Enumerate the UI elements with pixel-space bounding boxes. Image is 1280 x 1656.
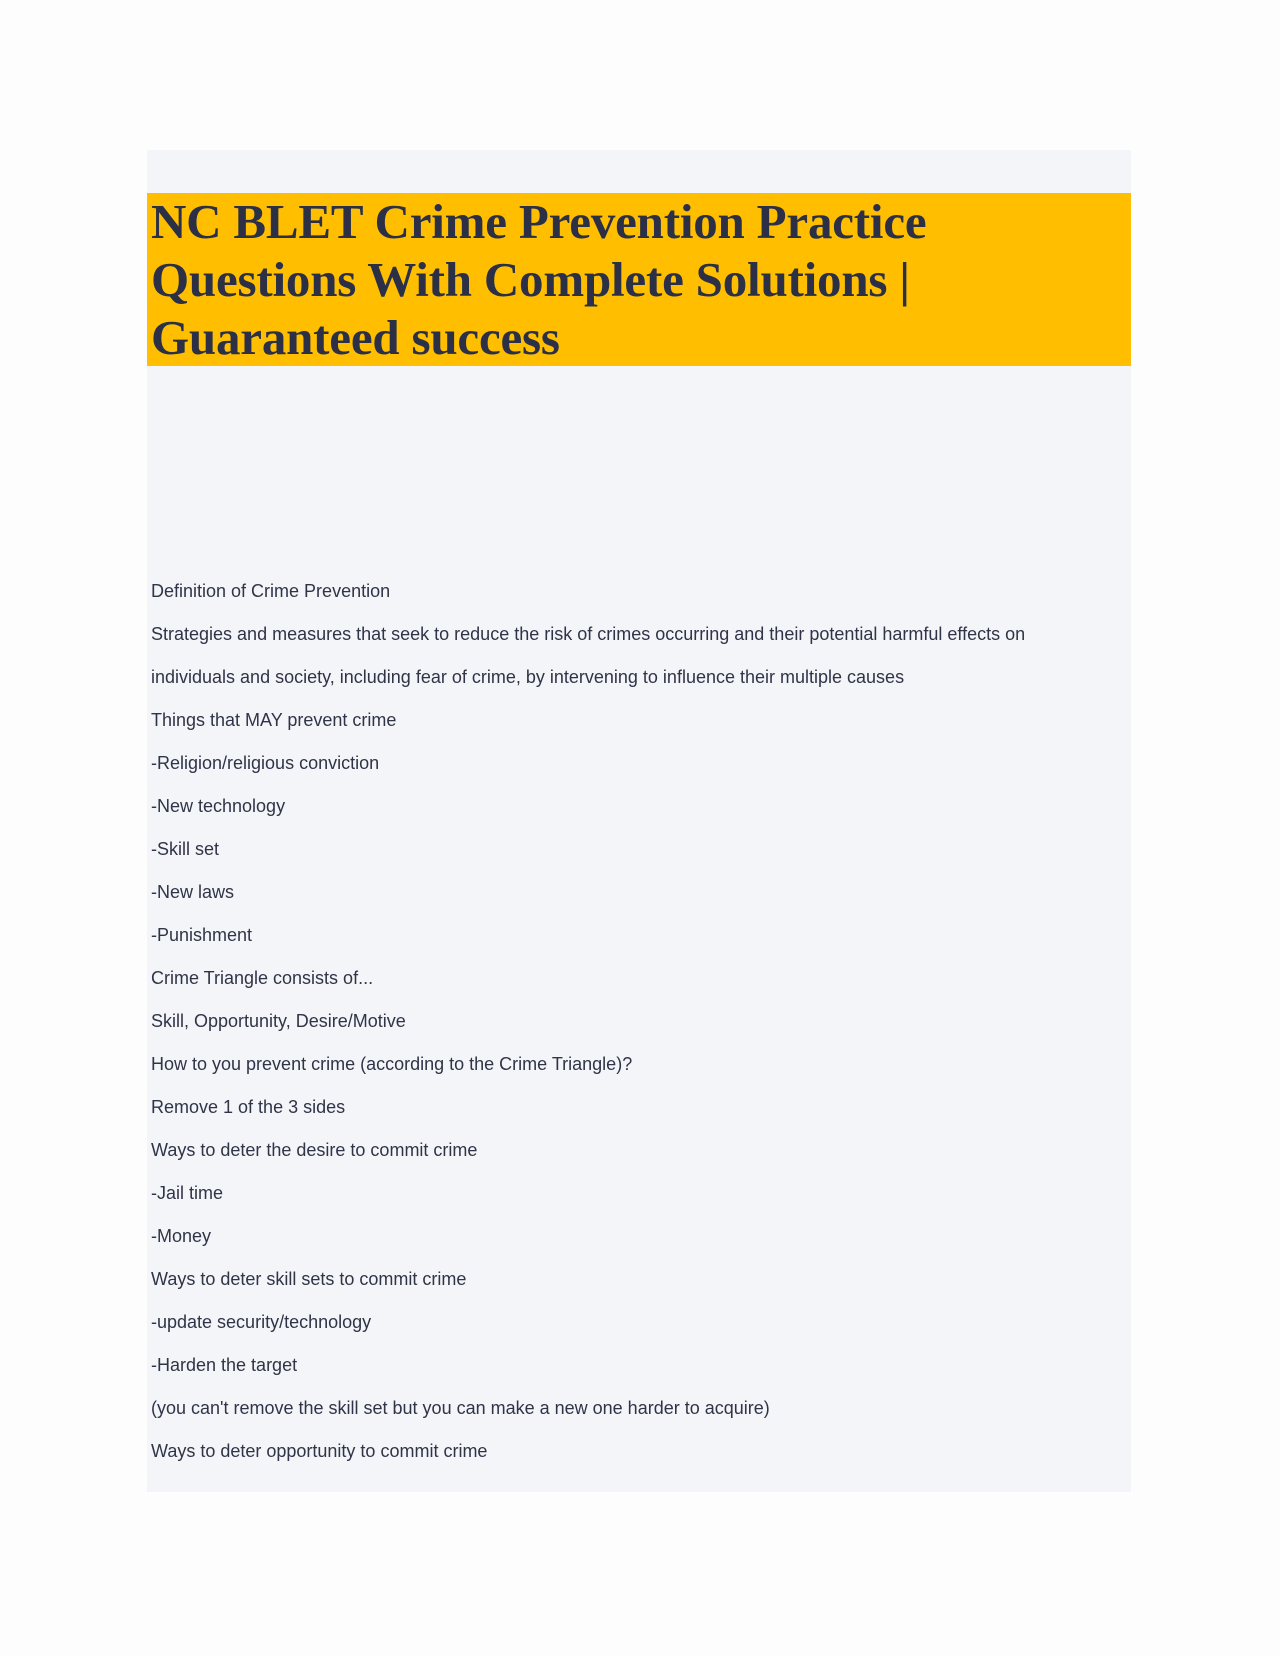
list-item: -Money [151,1226,212,1246]
document-title: NC BLET Crime Prevention Practice Questions With Complete Solutions | Guaranteed success [151,194,927,365]
title-banner [147,193,1131,366]
term-line: Things that MAY prevent crime [151,710,397,730]
term-line: Crime Triangle consists of... [151,968,374,988]
answer-line: (you can't remove the skill set but you can make a new one harder to acquire) [151,1398,770,1418]
answer-line: Skill, Opportunity, Desire/Motive [151,1011,406,1031]
answer-line: individuals and society, including fear of crime, by intervening to influence their multiple causes [151,667,905,687]
list-item: -Religion/religious conviction [151,753,380,773]
list-item: -New technology [151,796,286,816]
list-item: -New laws [151,882,235,902]
answer-line: Remove 1 of the 3 sides [151,1097,346,1117]
list-item: -Skill set [151,839,220,859]
document-page [147,150,1131,1492]
term-line: How to you prevent crime (according to the Crime Triangle)? [151,1054,633,1074]
answer-line: Strategies and measures that seek to reduce the risk of crimes occurring and their potential harmful effects on [151,624,1026,644]
list-item: -Harden the target [151,1355,298,1375]
term-line: Ways to deter skill sets to commit crime [151,1269,467,1289]
term-line: Ways to deter the desire to commit crime [151,1140,478,1160]
term-definition-of-crime-prevention: Definition of Crime Prevention [151,581,391,601]
document-body [151,570,1121,1473]
list-item: -Punishment [151,925,253,945]
term-line: Ways to deter opportunity to commit crime [151,1441,488,1461]
list-item: -Jail time [151,1183,224,1203]
list-item: -update security/technology [151,1312,372,1332]
